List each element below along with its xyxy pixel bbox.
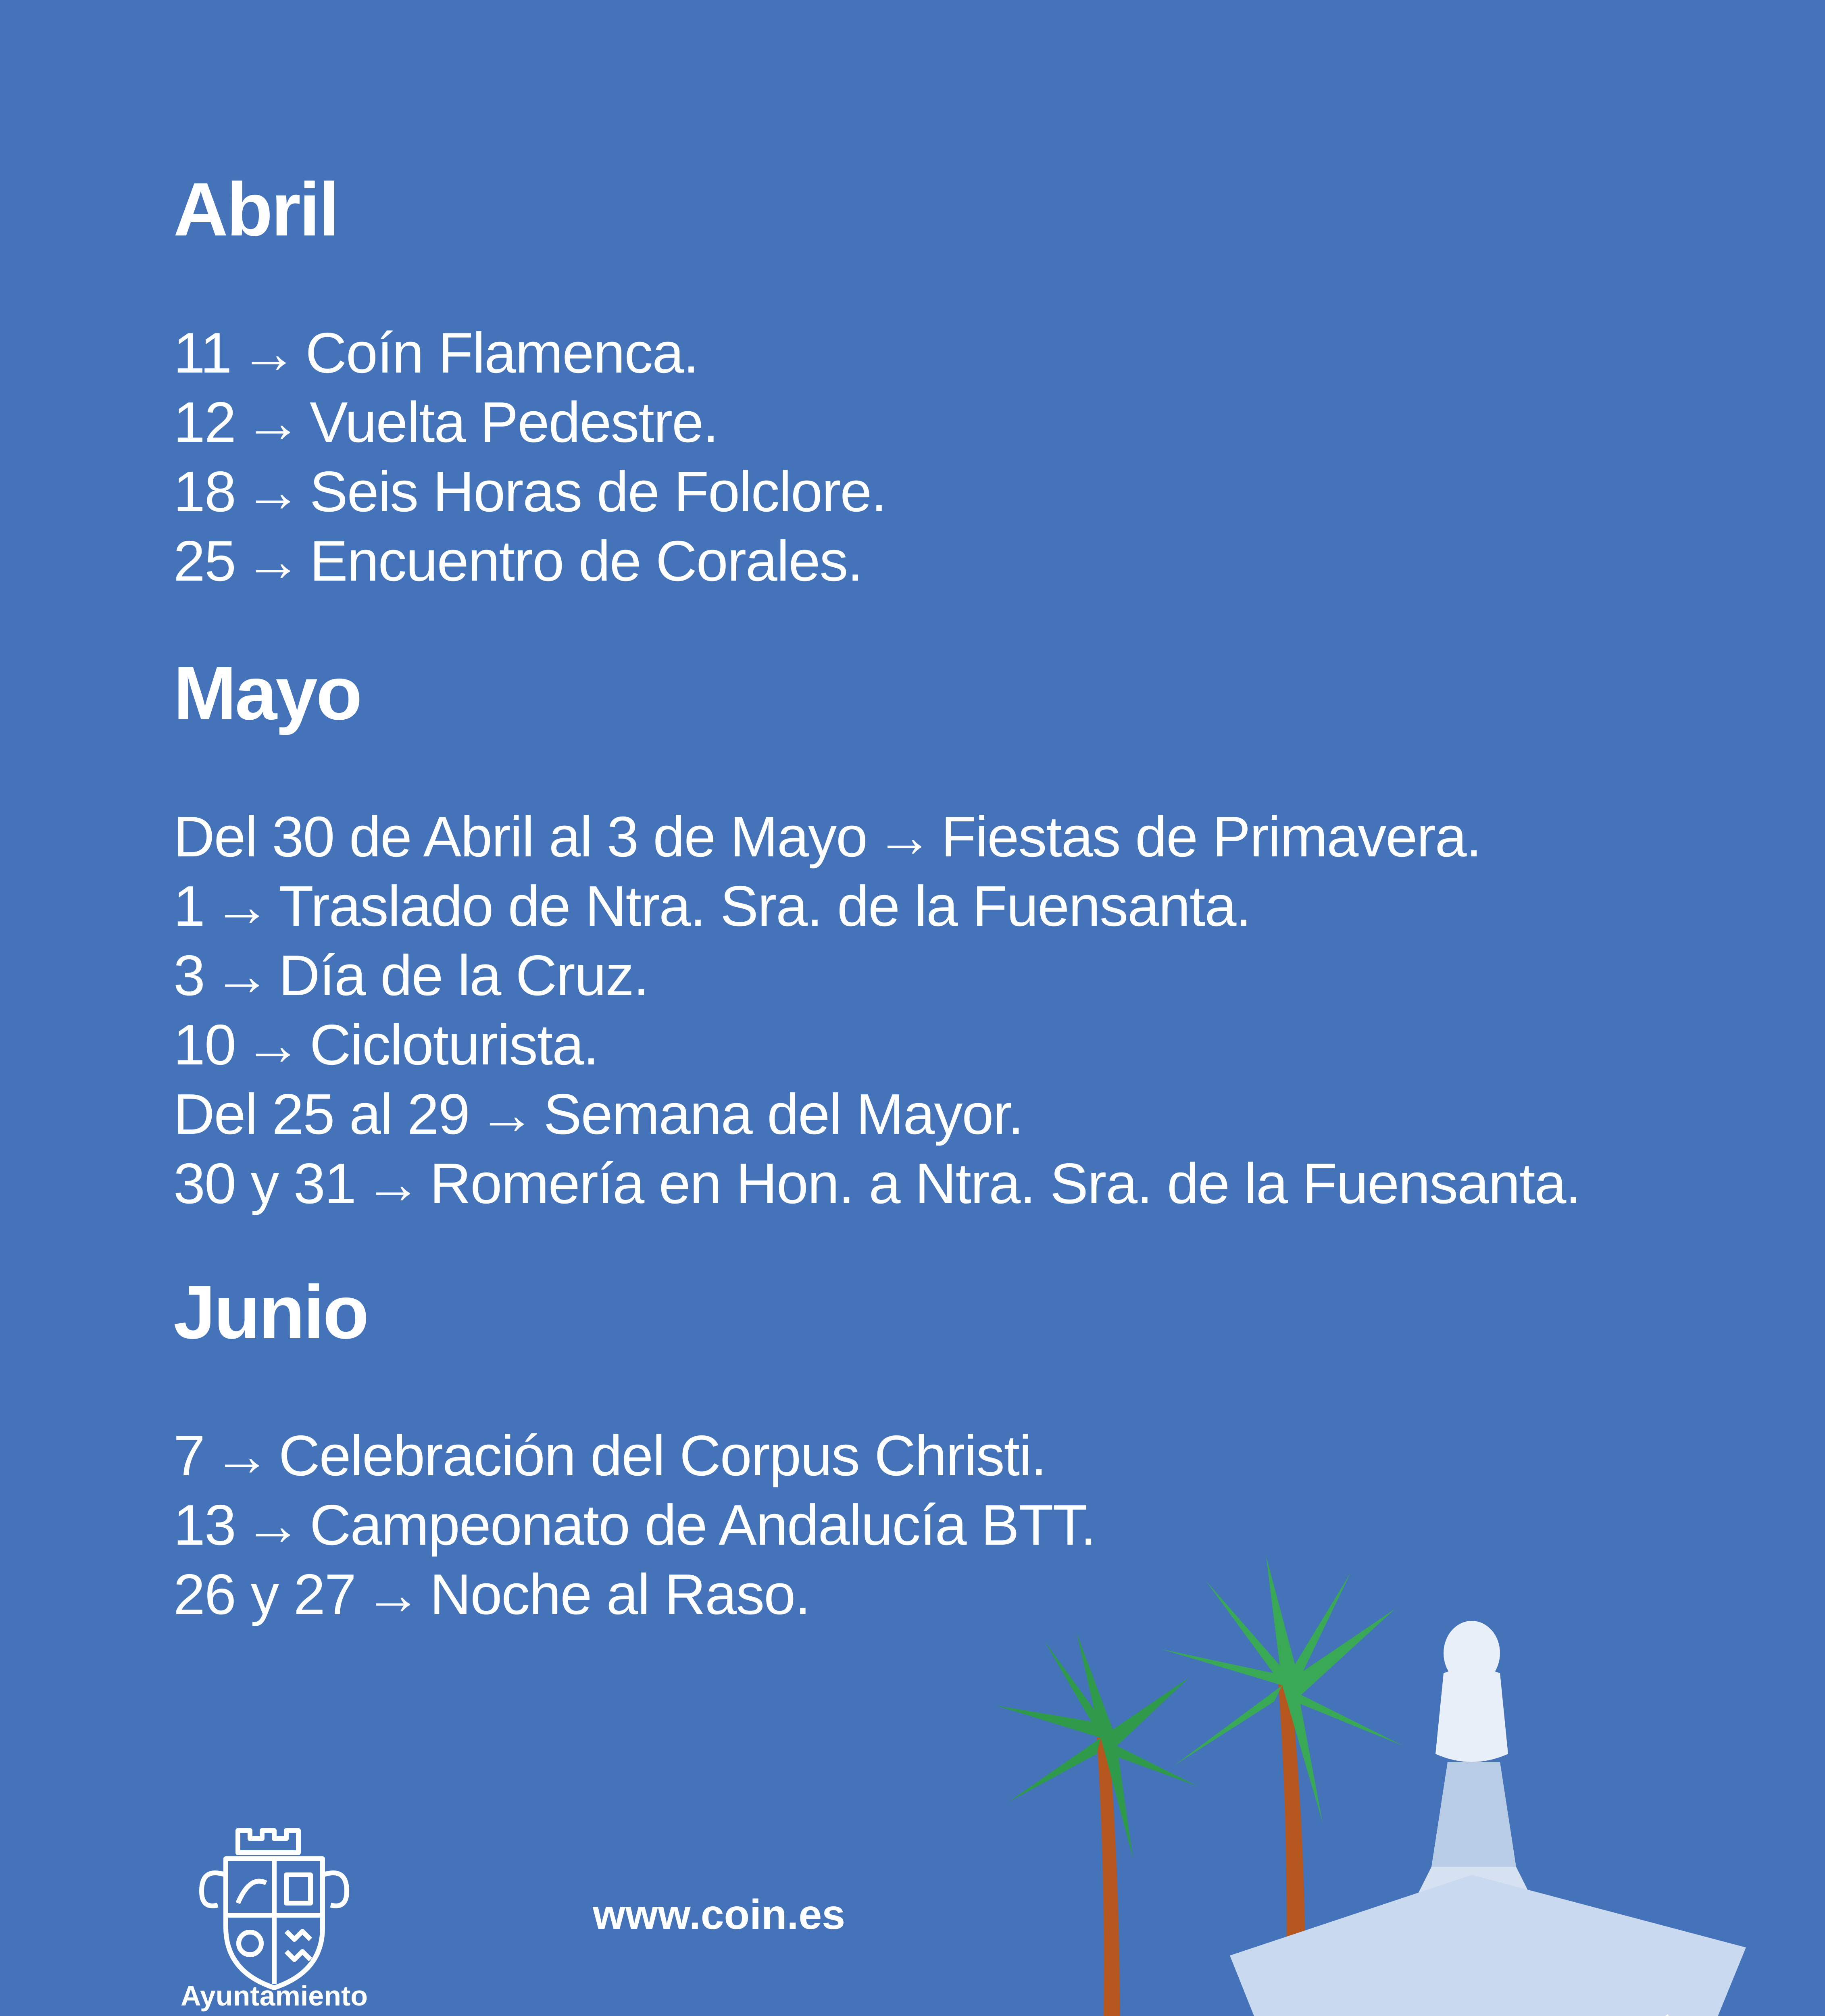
- event-date: 18: [173, 460, 235, 524]
- event-item: [173, 802, 1581, 872]
- arrow-icon: →: [364, 1152, 421, 1216]
- event-date: Del 25 al 29: [173, 1082, 469, 1146]
- event-date: 10: [173, 1013, 235, 1077]
- event-list-mayo: [173, 802, 1581, 1218]
- event-item: [173, 1149, 1581, 1218]
- event-date: 7: [173, 1424, 204, 1488]
- event-date: 3: [173, 943, 204, 1008]
- event-date: 1: [173, 874, 204, 938]
- event-title: Fiestas de Primavera.: [941, 805, 1481, 869]
- event-title: Coín Flamenca.: [305, 321, 698, 385]
- event-title: Vuelta Pedestre.: [309, 390, 718, 454]
- event-date: 13: [173, 1493, 235, 1557]
- arrow-icon: →: [478, 1082, 535, 1146]
- event-title: Seis Horas de Folclore.: [309, 460, 886, 524]
- organization-line-1: Ayuntamiento: [180, 1980, 368, 2012]
- event-title: Semana del Mayor.: [543, 1082, 1023, 1146]
- event-title: Traslado de Ntra. Sra. de la Fuensanta.: [278, 874, 1251, 938]
- arrow-icon: →: [244, 1013, 301, 1077]
- arrow-icon: →: [244, 460, 301, 524]
- event-item: [173, 319, 886, 388]
- event-title: Encuentro de Corales.: [309, 529, 862, 593]
- event-title: Celebración del Corpus Christi.: [278, 1424, 1046, 1488]
- event-title: Cicloturista.: [309, 1013, 598, 1077]
- event-item: [173, 388, 886, 457]
- illustration: [988, 1552, 1825, 2016]
- arrow-icon: →: [364, 1562, 421, 1627]
- event-date: 25: [173, 529, 235, 593]
- organization-name: [153, 1978, 395, 2016]
- event-list-abril: [173, 319, 886, 596]
- arrow-icon: →: [240, 321, 297, 385]
- event-title: Campeonato de Andalucía BTT.: [309, 1493, 1096, 1557]
- website-link[interactable]: www.coin.es: [593, 1891, 846, 1938]
- arrow-icon: →: [213, 1424, 270, 1488]
- event-item: [173, 527, 886, 596]
- event-date: 30 y 31: [173, 1152, 356, 1216]
- event-date: Del 30 de Abril al 3 de Mayo: [173, 805, 867, 869]
- arrow-icon: →: [244, 529, 301, 593]
- event-item: [173, 1421, 1096, 1491]
- month-heading-junio: Junio: [173, 1270, 368, 1354]
- event-list-junio: [173, 1421, 1096, 1629]
- month-heading-abril: Abril: [173, 167, 338, 252]
- event-item: [173, 941, 1581, 1010]
- event-item: [173, 1010, 1581, 1080]
- organization-line-2: [153, 2014, 395, 2016]
- event-title: Día de la Cruz.: [278, 943, 649, 1008]
- arrow-icon: →: [244, 390, 301, 454]
- event-item: [173, 1560, 1096, 1629]
- arrow-icon: →: [213, 943, 270, 1008]
- event-item: [173, 1491, 1096, 1560]
- arrow-icon: →: [876, 805, 933, 869]
- event-title: Noche al Raso.: [429, 1562, 810, 1627]
- event-date: 26 y 27: [173, 1562, 356, 1627]
- arrow-icon: →: [244, 1493, 301, 1557]
- event-title: Romería en Hon. a Ntra. Sra. de la Fuensanta.: [429, 1152, 1581, 1216]
- arrow-icon: →: [213, 874, 270, 938]
- event-date: 12: [173, 390, 235, 454]
- event-item: [173, 457, 886, 527]
- event-item: [173, 872, 1581, 941]
- event-item: [173, 1080, 1581, 1149]
- event-date: 11: [173, 321, 231, 385]
- coat-of-arms-icon: [190, 1814, 359, 2000]
- statue-icon: [1435, 1621, 1508, 1762]
- month-heading-mayo: Mayo: [173, 651, 361, 735]
